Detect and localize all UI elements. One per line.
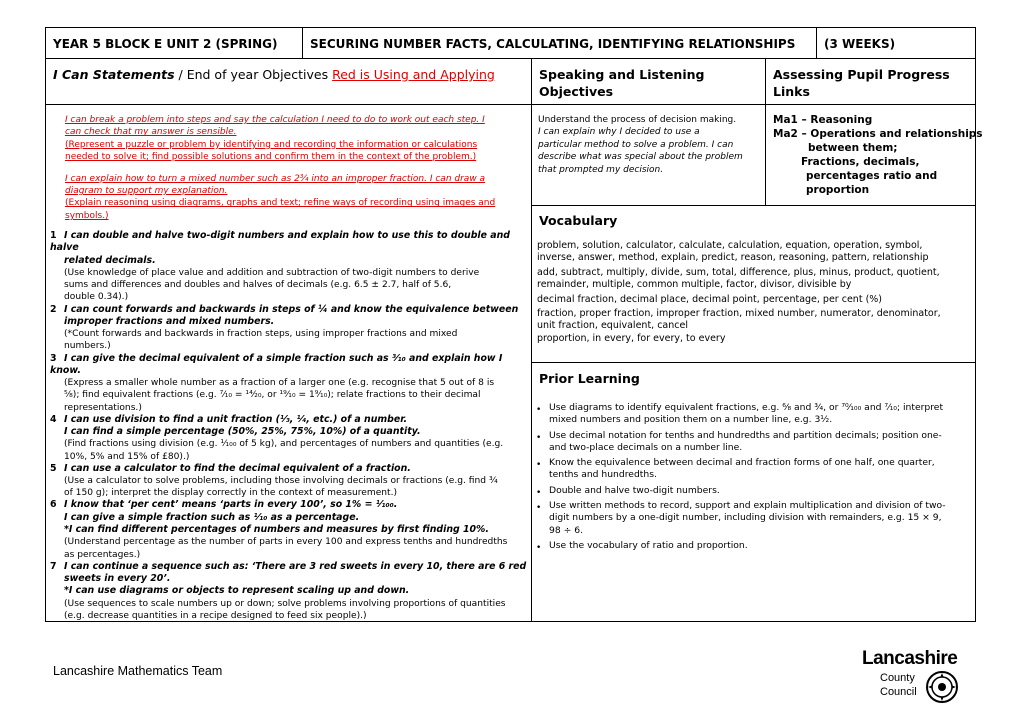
bullet-icon: •	[536, 487, 542, 498]
footer-team: Lancashire Mathematics Team	[53, 664, 223, 678]
prior-line: 98 ÷ 6.	[549, 524, 583, 536]
objective-detail: representations.)	[64, 402, 142, 413]
objective-text: I can give the decimal equivalent of a simple fraction such as ³⁄₁₀ and explain how I know.	[50, 352, 503, 376]
row-divider-1	[45, 104, 976, 105]
prior-item	[536, 457, 972, 482]
assess-line-5: proportion	[806, 184, 870, 196]
objective-detail: (Use a calculator to solve problems, including those involving decimals or fractions (e.g. find ³⁄₄	[64, 476, 498, 486]
objective-statement: *I can use diagrams or objects to represent scaling up and down.	[64, 585, 410, 597]
objective-item	[50, 463, 528, 500]
objective-statement	[50, 353, 528, 378]
header-divider-2	[816, 27, 817, 59]
assess-ma1: Ma1 – Reasoning	[773, 114, 873, 126]
prior-line: and two-place decimals on a number line.	[549, 441, 743, 453]
objective-detail: (Use knowledge of place value and addition and subtraction of two-digit numbers to derive	[64, 267, 480, 278]
vocabulary-row: remainder, multiple, common multiple, factor, divisor, divisible by	[537, 279, 852, 291]
objective-item	[50, 230, 528, 304]
prior-line: Double and halve two-digit numbers.	[549, 484, 720, 496]
prior-line: Use written methods to record, support and explain multiplication and division of two-	[549, 500, 946, 512]
vocabulary-heading: Vocabulary	[539, 213, 618, 228]
objective-number: 7	[50, 560, 57, 572]
objective-detail: (*Count forwards and backwards in fraction steps, using improper fractions and mixed	[64, 329, 458, 340]
objective-detail: sums and differences and doubles and halves of decimals (e.g. 6.5 ± 2.7, half of 5.6,	[64, 280, 452, 291]
vocabulary-row: fraction, proper fraction, improper fraction, mixed number, numerator, denominator,	[537, 308, 941, 320]
objective-item	[50, 561, 528, 622]
vocabulary-row: add, subtract, multiply, divide, sum, total, difference, plus, minus, product, quotient,	[537, 266, 940, 278]
vocabulary-row: problem, solution, calculator, calculate, calculation, equation, operation, symbol,	[537, 240, 923, 251]
objective-detail: (Use sequences to scale numbers up or down; solve problems involving proportions of quantities	[64, 598, 506, 609]
objective-detail: (e.g. decrease quantities in a recipe designed to feed six people).)	[64, 610, 367, 621]
objective-detail: ⁵⁄₈); find equivalent fractions (e.g. ⁷⁄₁₀ = ¹⁴⁄₂₀, or ¹⁹⁄₁₀ = 1⁹⁄₁₀); relate fractions to their decimal	[64, 390, 481, 401]
objective-item	[50, 414, 528, 463]
prior-line: digit numbers by a one-digit number, including division with remainders, e.g. 15 × 9,	[549, 512, 942, 524]
objective-text: I can continue a sequence such as: ‘There are 3 red sweets in every 10, there are 6 red	[64, 560, 527, 572]
speaking-block: Understand the process of decision making. I can explain why I decided to use a particular method to solve a problem. I can describe what was special about the problem that prompted my decision.	[538, 115, 743, 175]
assess-ma2: Ma2 – Operations and relationships	[773, 128, 983, 140]
objectives-heading: I Can Statements / End of year Objectives Red is Using and Applying	[53, 67, 495, 82]
prior-line: Use the vocabulary of ratio and proportion.	[549, 539, 748, 551]
objective-text: I know that ‘per cent’ means ‘parts in every 100’, so 1% = ¹⁄₁₀₀.	[64, 499, 398, 511]
objective-item	[50, 353, 528, 414]
prior-item	[536, 500, 972, 537]
vocabulary-list	[537, 240, 973, 345]
objective-statement: I can find a simple percentage (50%, 25%, 75%, 10%) of a quantity.	[64, 426, 421, 437]
objective-statement	[50, 230, 528, 255]
objective-text: I can use a calculator to find the decimal equivalent of a fraction.	[64, 462, 411, 474]
objective-detail: (Understand percentage as the number of parts in every 100 and express tenths and hundredths	[64, 537, 508, 548]
bullet-icon: •	[536, 460, 542, 471]
row-divider-2	[531, 205, 976, 206]
assess-line-4: percentages ratio and	[806, 170, 938, 182]
bullet-icon: •	[536, 432, 542, 443]
prior-line: Use decimal notation for tenths and hundredths and partition decimals; position one-	[549, 429, 942, 441]
logo-council: Council	[880, 686, 917, 698]
objective-text: I can use division to find a unit fraction (¹⁄₃, ¹⁄₄, etc.) of a number.	[64, 413, 408, 425]
objective-item	[50, 304, 528, 353]
bullet-icon: •	[536, 542, 542, 553]
header-weeks: (3 WEEKS)	[824, 37, 896, 51]
prior-item	[536, 540, 972, 552]
objective-text: I can count forwards and backwards in steps of ¼ and know the equivalence between	[64, 303, 519, 315]
objective-number: 4	[50, 413, 57, 425]
vocabulary-row: proportion, in every, for every, to every	[537, 332, 726, 344]
column-divider-2	[765, 59, 766, 104]
objective-statement: sweets in every 20’.	[64, 573, 171, 584]
prior-item	[536, 402, 972, 427]
column-divider-1	[531, 59, 532, 622]
rose-emblem-icon	[925, 670, 959, 704]
row-divider-3	[531, 362, 976, 363]
objectives-list	[50, 230, 528, 622]
vocabulary-row: inverse, answer, method, explain, predict, reason, reasoning, pattern, relationship	[537, 252, 929, 264]
vocabulary-row: decimal fraction, decimal place, decimal point, percentage, per cent (%)	[537, 293, 883, 305]
objective-statement: improper fractions and mixed numbers.	[64, 315, 275, 327]
assess-line-3: Fractions, decimals,	[801, 156, 920, 168]
prior-heading: Prior Learning	[539, 371, 640, 386]
objective-detail: of 150 g); interpret the display correctly in the context of measurement.)	[64, 488, 398, 499]
assess-line-2: between them;	[808, 142, 898, 154]
objective-item	[50, 499, 528, 560]
assessing-heading-2: Links	[773, 84, 810, 99]
objective-detail: as percentages.)	[64, 549, 141, 560]
objective-detail: numbers.)	[64, 341, 111, 352]
objective-statement: *I can find different percentages of numbers and measures by first finding 10%.	[64, 524, 489, 535]
prior-line: tenths and hundredths.	[549, 469, 657, 481]
prior-line: Use diagrams to identify equivalent fractions, e.g. ⁶⁄₈ and ³⁄₄, or ⁷⁰⁄₁₀₀ and ⁷⁄₁₀; interpret	[549, 402, 944, 413]
objective-detail: (Find fractions using division (e.g. ¹⁄₁₀₀ of 5 kg), and percentages of numbers and quantities (e.g.	[64, 439, 504, 450]
objective-number: 2	[50, 303, 57, 315]
objective-statement	[50, 561, 528, 573]
logo-wordmark: Lancashire	[862, 648, 958, 669]
vocabulary-row: unit fraction, equivalent, cancel	[537, 320, 688, 332]
prior-item	[536, 485, 972, 497]
objective-statement	[50, 463, 528, 475]
logo-county: County	[880, 672, 915, 684]
vocabulary-clip	[537, 240, 973, 354]
speaking-heading-1: Speaking and Listening	[539, 67, 705, 82]
header-title: SECURING NUMBER FACTS, CALCULATING, IDENTIFYING RELATIONSHIPS	[310, 37, 796, 51]
objective-detail: 10%, 5% and 15% of £80).)	[64, 451, 190, 462]
prior-line: Know the equivalence between decimal and fraction forms of one half, one quarter,	[549, 457, 935, 469]
objective-number: 1	[50, 230, 57, 241]
objective-number: 3	[50, 352, 57, 364]
bullet-icon: •	[536, 503, 542, 514]
objective-detail: double 0.34).)	[64, 292, 129, 303]
assessing-heading-1: Assessing Pupil Progress	[773, 67, 950, 82]
prior-item	[536, 430, 972, 455]
header-divider-1	[302, 27, 303, 59]
objective-number: 6	[50, 499, 57, 511]
objective-detail: (Express a smaller whole number as a fraction of a larger one (e.g. recognise that 5 out of 8 is	[64, 378, 495, 389]
council-logo	[862, 648, 972, 708]
prior-line: mixed numbers and position them on a number line, e.g. 3¹⁄₂.	[549, 414, 833, 426]
objective-statement	[50, 304, 528, 316]
objective-number: 5	[50, 462, 57, 474]
objective-statement	[50, 414, 528, 426]
column-divider-3	[765, 104, 766, 205]
speaking-heading-2: Objectives	[539, 84, 614, 99]
prior-list	[536, 402, 972, 555]
using-applying-block: I can break a problem into steps and say the calculation I need to do to work out each step. I can check that my answer is sensible. (Represent a puzzle or problem by identifying and recording the information or calculations needed to solve it; find possible solutions and confirm them in the context of the problem.) I can explain how to turn a mixed number such as 2³⁄₄ into an improper fraction. I can draw a diagram to support my explanation. (Explain reasoning using diagrams, graphs and text; refine ways of recording using images and symbols.)	[65, 115, 496, 221]
objective-statement: I can give a simple fraction such as ¹⁄₁₀ as a percentage.	[64, 511, 360, 523]
objective-statement: related decimals.	[64, 254, 156, 266]
objective-text: I can double and halve two-digit numbers and explain how to use this to double and halve	[50, 230, 510, 254]
bullet-icon: •	[536, 405, 542, 415]
objective-statement	[50, 499, 528, 511]
header-block: YEAR 5 BLOCK E UNIT 2 (SPRING)	[53, 37, 278, 51]
